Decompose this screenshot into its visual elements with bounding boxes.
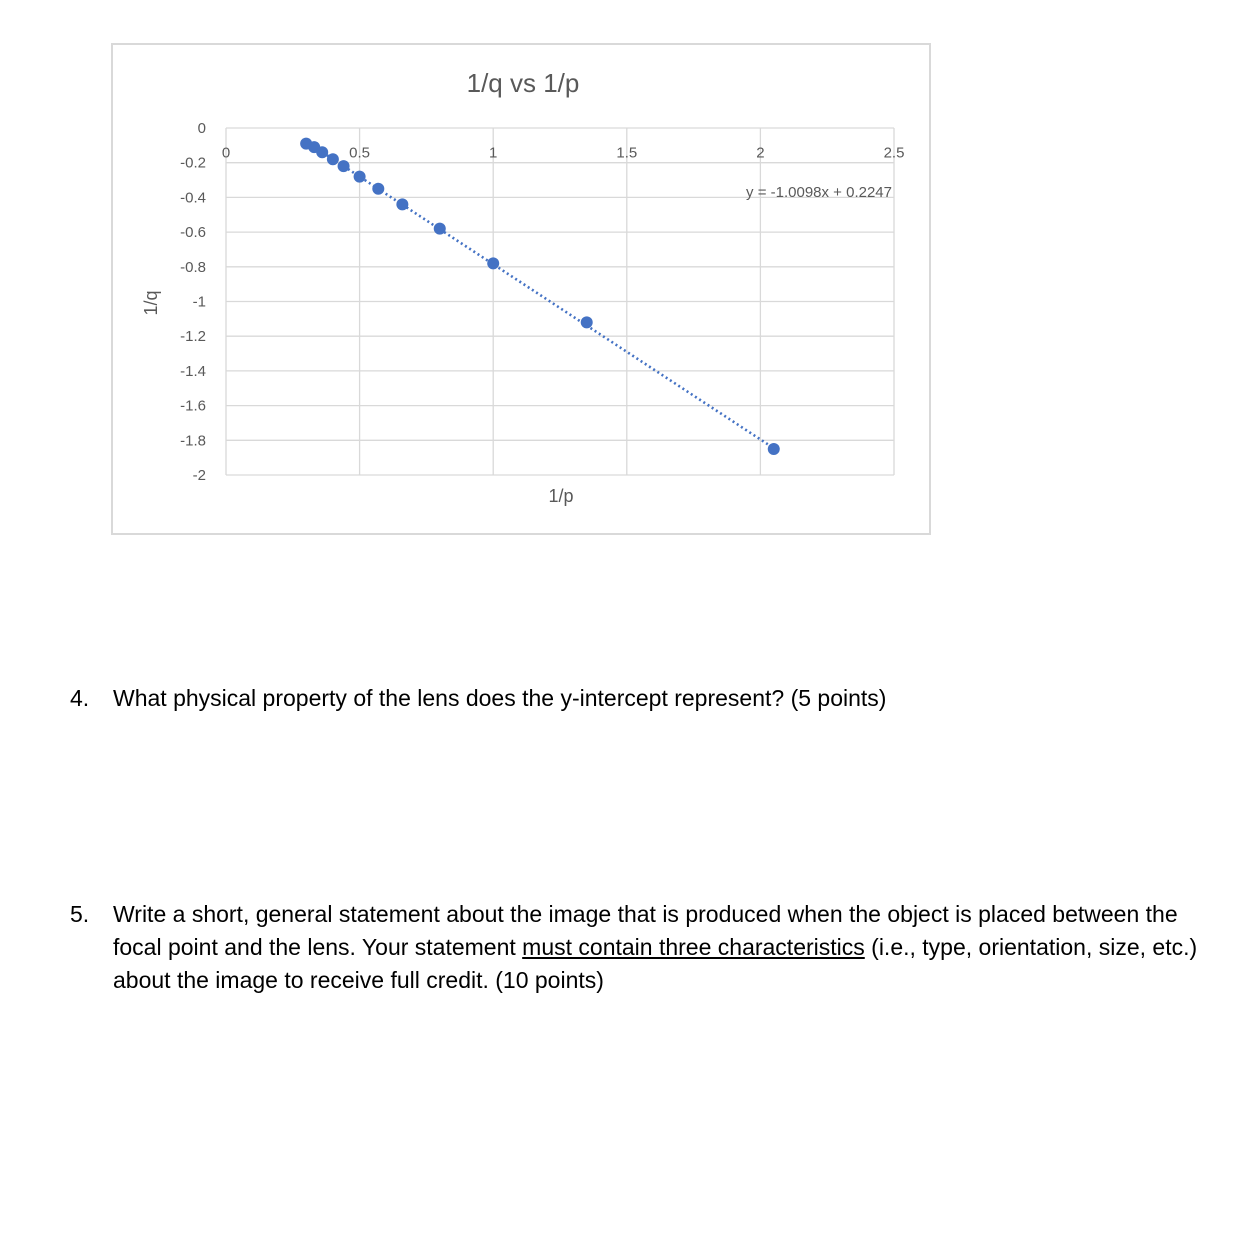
question-5 [70,898,1203,997]
y-tick-label: -0.6 [180,224,206,242]
x-tick-label: 0 [221,144,231,162]
question-5-text-after: (i.e., type, orientation, size, etc.) about the image to receive full credit. (10 points) [113,934,1198,993]
y-tick-label: -1 [192,293,206,311]
y-tick-label: -1.4 [180,362,206,380]
y-tick-label: -0.2 [180,154,206,172]
question-4 [70,682,1203,715]
question-4-text: What physical property of the lens does the y-intercept represent? (5 points) [113,685,887,711]
data-point [354,171,366,183]
question-5-number: 5. [70,901,90,927]
question-5-text-before: Write a short, general statement about the image that is produced when the object is placed between the focal point and the lens. Your statement [113,901,1178,960]
scatter-chart [113,45,929,533]
data-point [768,443,780,455]
data-point [338,160,350,172]
x-axis-title: 1/p [548,486,574,506]
data-point [581,316,593,328]
y-tick-label: -1.8 [180,432,206,450]
chart-container [111,43,931,535]
y-tick-label: 0 [197,120,206,137]
x-tick-label: 2 [756,144,765,162]
data-point [327,153,339,165]
question-5-underlined-text: must contain three characteristics [522,934,865,960]
y-tick-label: -1.6 [180,397,206,415]
trendline-equation: y = -1.0098x + 0.2247 [746,184,892,201]
x-tick-label: 1 [489,144,498,162]
question-4-number: 4. [70,685,90,711]
x-tick-label: 0.5 [349,144,371,162]
data-point [487,257,499,269]
y-tick-label: -0.8 [180,258,206,276]
chart-gridlines [226,128,894,475]
y-tick-label: -1.2 [180,328,206,346]
data-point [316,146,328,158]
question-5-text [113,898,1203,997]
y-tick-label: -2 [192,467,206,484]
x-tick-label: 2.5 [883,144,905,162]
x-tick-label: 1.5 [616,144,638,162]
data-point [396,198,408,210]
y-axis-title: 1/q [141,290,161,316]
data-point [372,183,384,195]
chart-title: 1/q vs 1/p [466,68,580,98]
data-point [434,223,446,235]
y-tick-label: -0.4 [180,189,206,207]
